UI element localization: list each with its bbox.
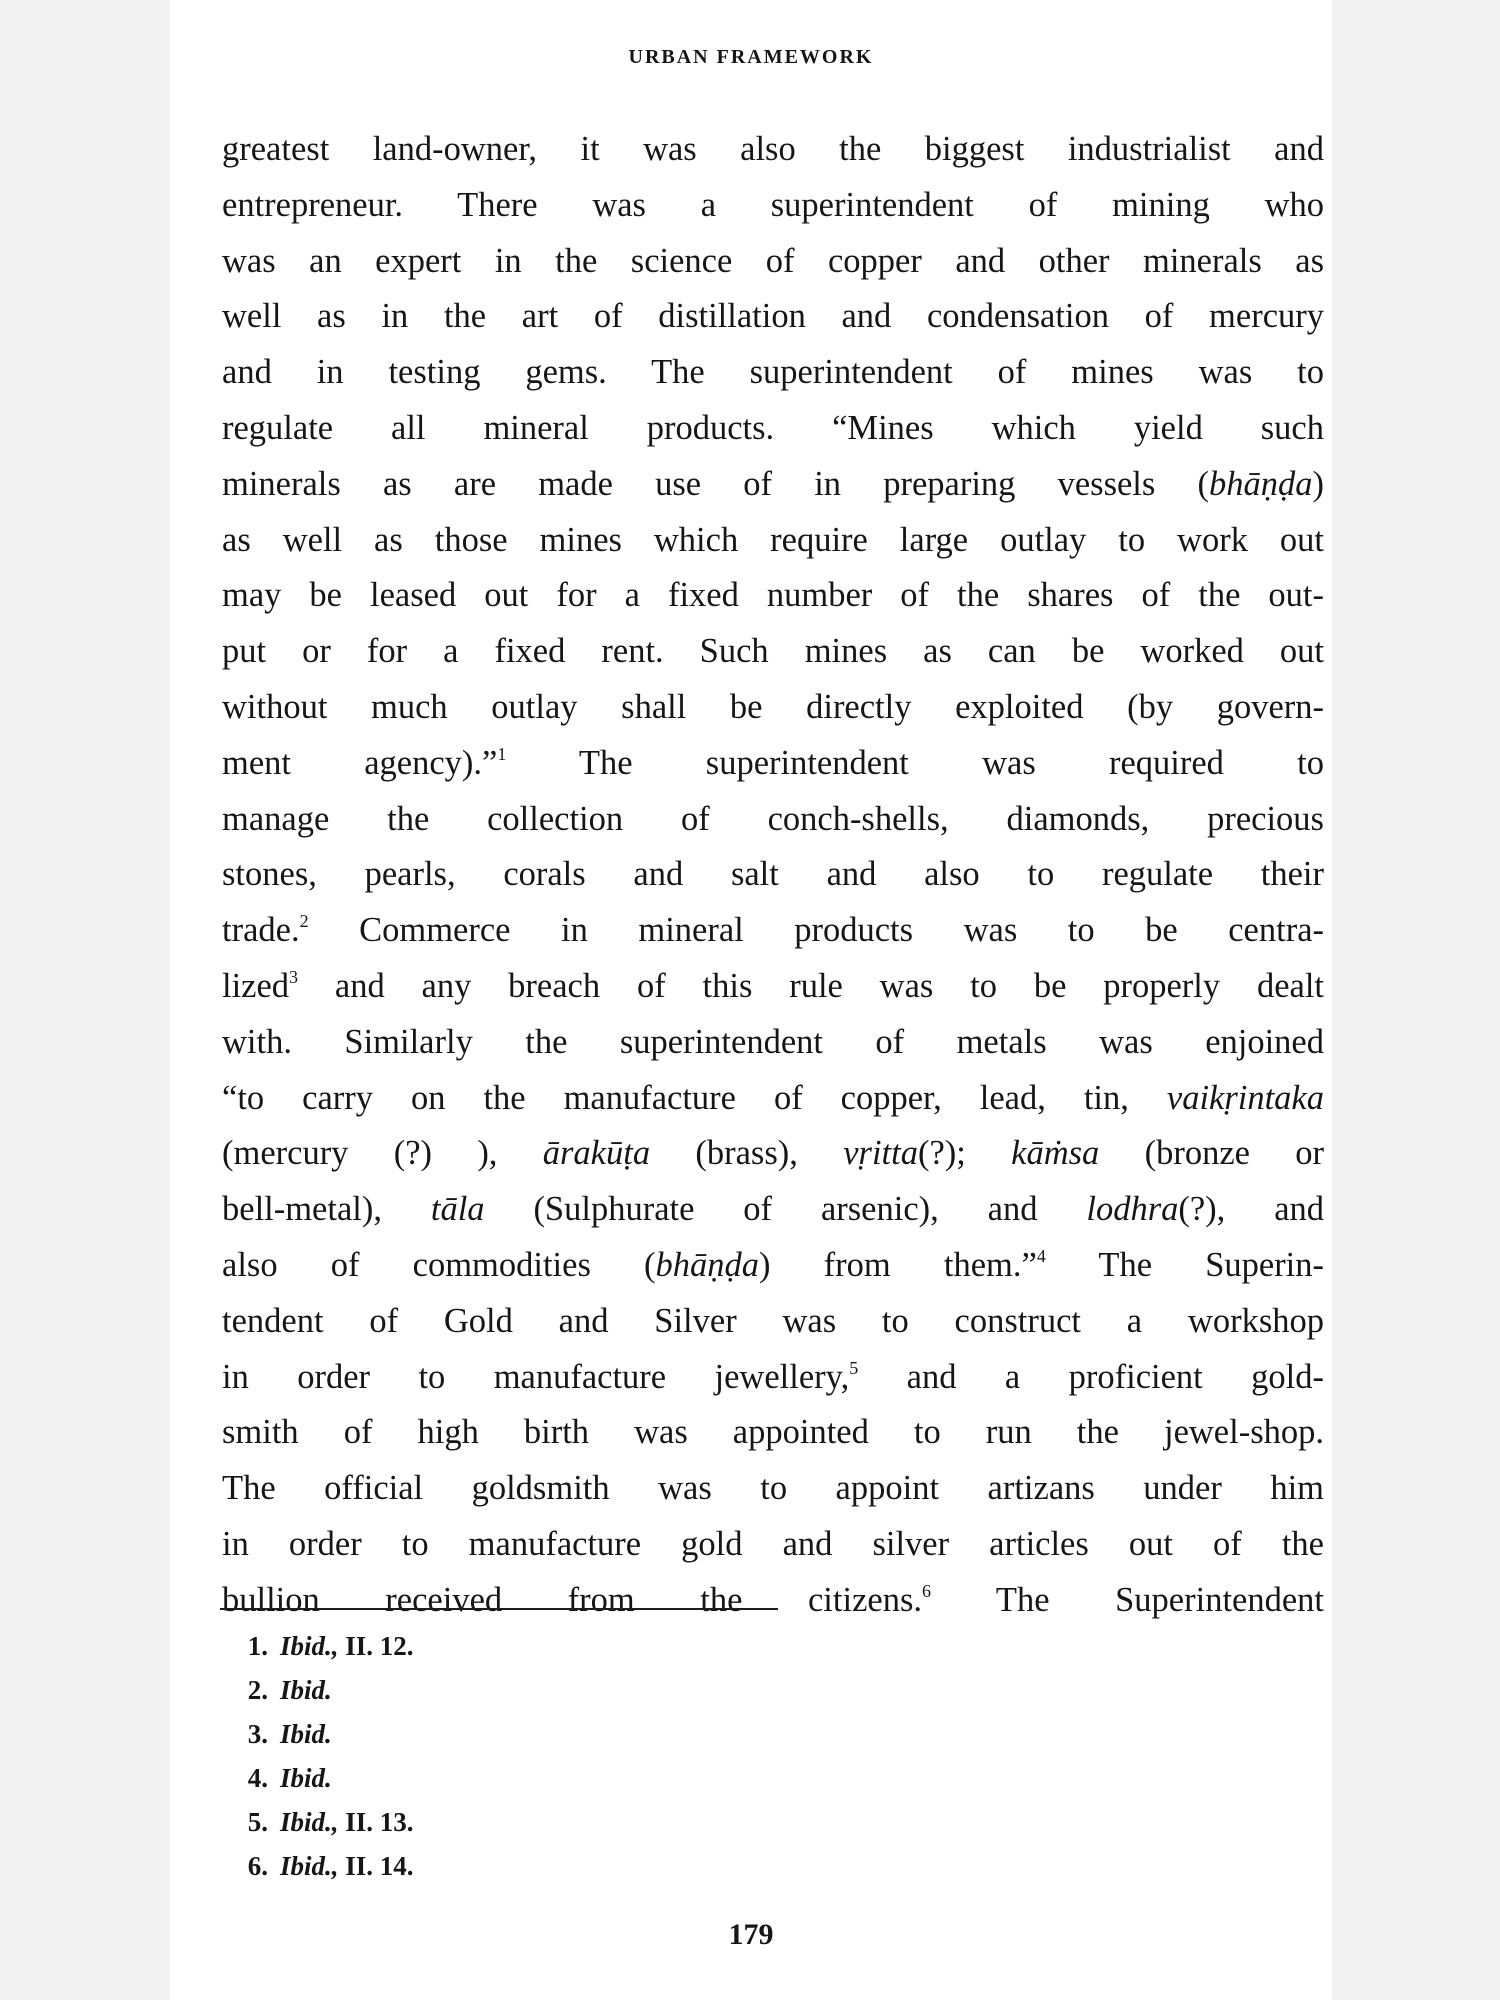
italic-term: ārakūṭa	[542, 1134, 651, 1173]
book-page	[170, 0, 1332, 2000]
text-line: entrepreneur. There was a superintendent of mining who	[222, 185, 1324, 224]
right-margin	[1332, 0, 1500, 2000]
text-line: in order to manufacture gold and silver articles out of the	[222, 1524, 1324, 1563]
text-line: stones, pearls, corals and salt and also to regulate their	[222, 855, 1324, 894]
text-line: bell-metal), tāla (Sulphurate of arsenic), and lodhra(?), and	[222, 1190, 1325, 1229]
text-line: smith of high birth was appointed to run the jewel-shop.	[222, 1413, 1324, 1452]
text-line: put or for a fixed rent. Such mines as can be worked out	[222, 632, 1324, 671]
text-line: was an expert in the science of copper and other minerals as	[222, 241, 1324, 280]
italic-term: tāla	[430, 1190, 485, 1229]
footnote-marker: 4	[1036, 1245, 1046, 1266]
italic-term: kāṁsa	[1011, 1134, 1100, 1173]
text-line: as well as those mines which require large outlay to work out	[222, 520, 1324, 559]
footnote-marker: 1	[497, 743, 507, 764]
body-text	[222, 122, 1324, 1629]
text-line: in order to manufacture jewellery,$^5$ and a proficient gold-	[222, 1357, 1324, 1396]
text-line: well as in the art of distillation and condensation of mercury	[222, 297, 1324, 336]
footnote: 3. Ibid.	[247, 1719, 332, 1749]
text-line: greatest land-owner, it was also the biggest industrialist and	[222, 130, 1324, 168]
text-line: trade.$^2$ Commerce in mineral products was to be centra-	[222, 911, 1324, 950]
italic-term: vṛitta	[843, 1134, 918, 1173]
footnote: 4. Ibid.	[247, 1763, 332, 1793]
footnote-marker: 5	[849, 1357, 859, 1378]
text-line: bullion received from the citizens.$^6$ The Superintendent	[222, 1580, 1324, 1619]
text-line: with. Similarly the superintendent of metals was enjoined	[222, 1022, 1324, 1061]
text-line: regulate all mineral products. “Mines which yield such	[222, 408, 1324, 447]
italic-term: bhāṇḍa	[1209, 464, 1313, 503]
page-number: 179	[728, 1918, 774, 1951]
text-line: lized$^3$ and any breach of this rule was to be properly dealt	[222, 966, 1324, 1005]
footnote-marker: 3	[289, 966, 299, 987]
footnote: 1. Ibid., II. 12.	[247, 1631, 414, 1661]
footnote: 5. Ibid., II. 13.	[247, 1807, 414, 1837]
footnote-marker: 6	[922, 1580, 931, 1601]
footnote-divider	[220, 1608, 778, 1610]
italic-term: bhāṇḍa	[655, 1245, 760, 1284]
running-head: URBAN FRAMEWORK	[628, 46, 874, 68]
italic-term: lodhra	[1086, 1190, 1179, 1229]
text-line: (mercury (?) ), ārakūṭa (brass), vṛitta(?); kāṁsa (bronze or	[222, 1134, 1324, 1173]
footnote: 2. Ibid.	[247, 1675, 332, 1705]
text-line: also of commodities (bhāṇḍa) from them.”$^4$ The Superin-	[222, 1245, 1325, 1284]
text-line: may be leased out for a fixed number of the shares of the out-	[222, 576, 1324, 615]
text-line: ment agency).”$^1$ The superintendent was required to	[222, 743, 1324, 782]
text-line: without much outlay shall be directly exploited (by govern-	[222, 687, 1324, 726]
text-line: tendent of Gold and Silver was to construct a workshop	[222, 1301, 1324, 1340]
text-line: and in testing gems. The superintendent of mines was to	[222, 353, 1324, 392]
footnotes	[222, 1624, 414, 1888]
italic-term: vaikṛintaka	[1166, 1078, 1324, 1117]
footnote: 6. Ibid., II. 14.	[247, 1851, 414, 1881]
text-line: minerals as are made use of in preparing vessels (bhāṇḍa)	[222, 464, 1324, 503]
footnote-marker: 2	[299, 911, 309, 932]
left-margin	[0, 0, 170, 2000]
text-line: manage the collection of conch-shells, diamonds, precious	[222, 799, 1324, 838]
text-line: “to carry on the manufacture of copper, lead, tin, vaikṛintaka	[222, 1078, 1324, 1117]
text-line: The official goldsmith was to appoint artizans under him	[222, 1469, 1324, 1508]
